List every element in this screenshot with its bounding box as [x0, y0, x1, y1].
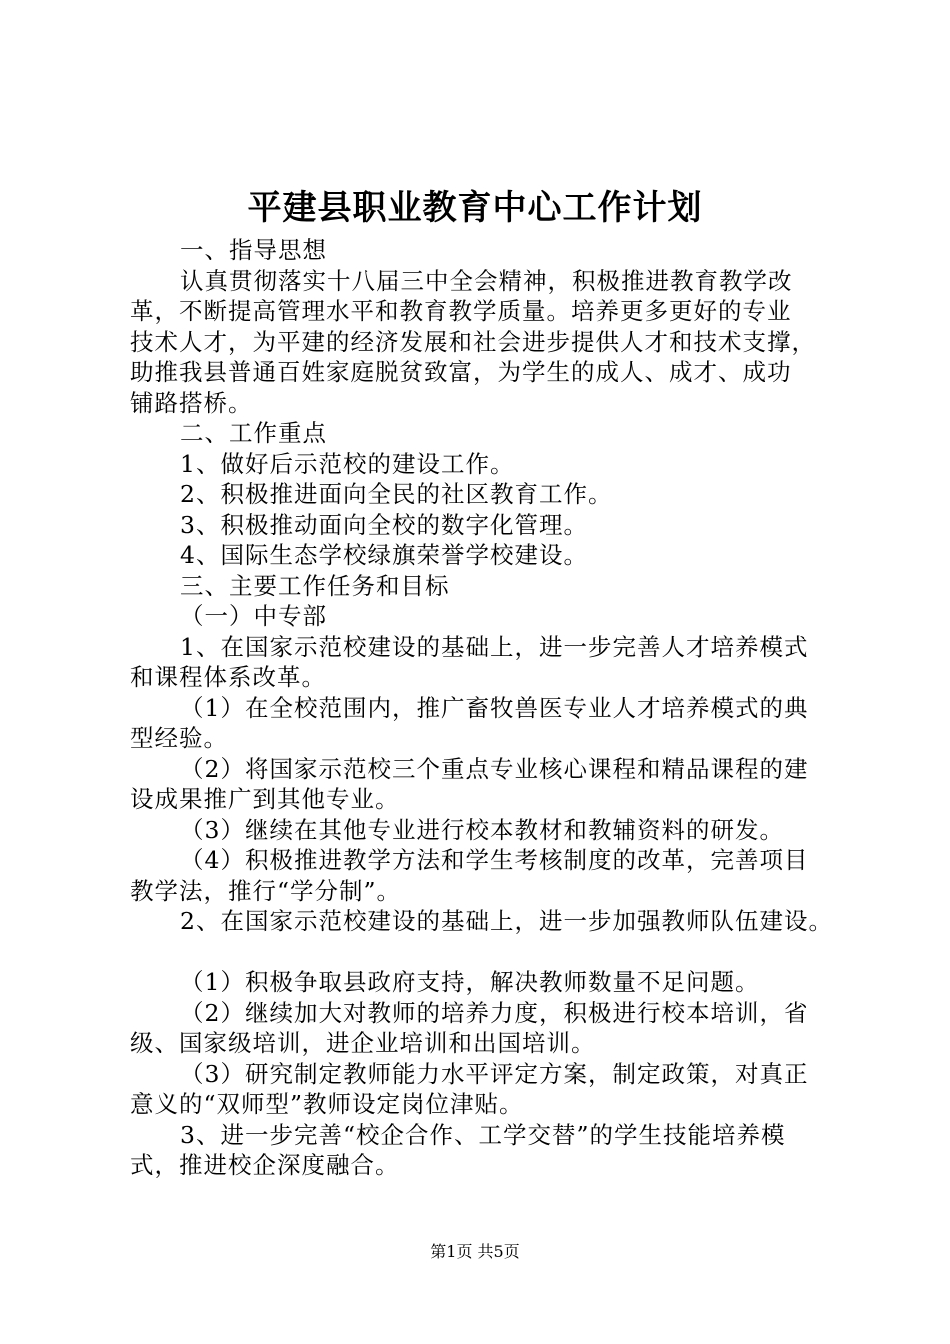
document-title: 平建县职业教育中心工作计划 [247, 188, 703, 228]
paragraph-line: 1、在国家示范校建设的基础上，进一步完善人才培养模式 [180, 632, 809, 661]
paragraph-line: （4）积极推进教学方法和学生考核制度的改革，完善项目 [180, 846, 809, 874]
paragraph-line: 助推我县普通百姓家庭脱贫致富，为学生的成人、成才、成功 [130, 358, 792, 386]
paragraph-line: 教学法，推行“学分制”。 [130, 876, 402, 905]
paragraph-line: 级、国家级培训，进企业培训和出国培训。 [130, 1029, 596, 1057]
paragraph-line: 铺路搭桥。 [130, 388, 253, 417]
paragraph-line: （1）在全校范围内，推广畜牧兽医专业人才培养模式的典 [180, 693, 809, 722]
section-heading: 一、指导思想 [180, 236, 327, 264]
paragraph-line: 设成果推广到其他专业。 [130, 785, 400, 813]
document-body [130, 235, 850, 1181]
paragraph-line: 型经验。 [130, 724, 228, 752]
paragraph-line: 革，不断提高管理水平和教育教学质量。培养更多更好的专业 [130, 297, 792, 325]
paragraph-line: （3）研究制定教师能力水平评定方案，制定政策，对真正 [180, 1059, 809, 1088]
paragraph-line: （3）继续在其他专业进行校本教材和教辅资料的研发。 [180, 815, 784, 844]
paragraph-line: 式，推进校企深度融合。 [130, 1151, 400, 1179]
list-item: 4、国际生态学校绿旗荣誉学校建设。 [180, 541, 588, 569]
page-footer: 第1页 共5页 [430, 1242, 520, 1261]
paragraph-line: 意义的“双师型”教师设定岗位津贴。 [130, 1090, 524, 1118]
list-item: 3、积极推动面向全校的数字化管理。 [180, 510, 588, 539]
paragraph-line: （2）继续加大对教师的培养力度，积极进行校本培训，省 [180, 998, 809, 1027]
paragraph-line: （1）积极争取县政府支持，解决教师数量不足问题。 [180, 968, 760, 996]
paragraph-line: （2）将国家示范校三个重点专业核心课程和精品课程的建 [180, 754, 809, 783]
section-heading: 二、工作重点 [180, 419, 327, 447]
paragraph-line: 和课程体系改革。 [130, 663, 326, 691]
list-item: 1、做好后示范校的建设工作。 [180, 449, 515, 478]
list-item: 2、积极推进面向全民的社区教育工作。 [180, 480, 613, 508]
subsection-heading: （一）中专部 [180, 602, 327, 630]
paragraph-line: 认真贯彻落实十八届三中全会精神，积极推进教育教学改 [180, 266, 793, 295]
paragraph-line: 技术人才，为平建的经济发展和社会进步提供人才和技术支撑， [130, 327, 816, 356]
paragraph-line: 3、进一步完善“校企合作、工学交替”的学生技能培养模 [180, 1120, 786, 1149]
section-heading: 三、主要工作任务和目标 [180, 571, 450, 600]
paragraph-line: 2、在国家示范校建设的基础上，进一步加强教师队伍建设。 [180, 907, 833, 935]
blank-line [130, 937, 850, 968]
